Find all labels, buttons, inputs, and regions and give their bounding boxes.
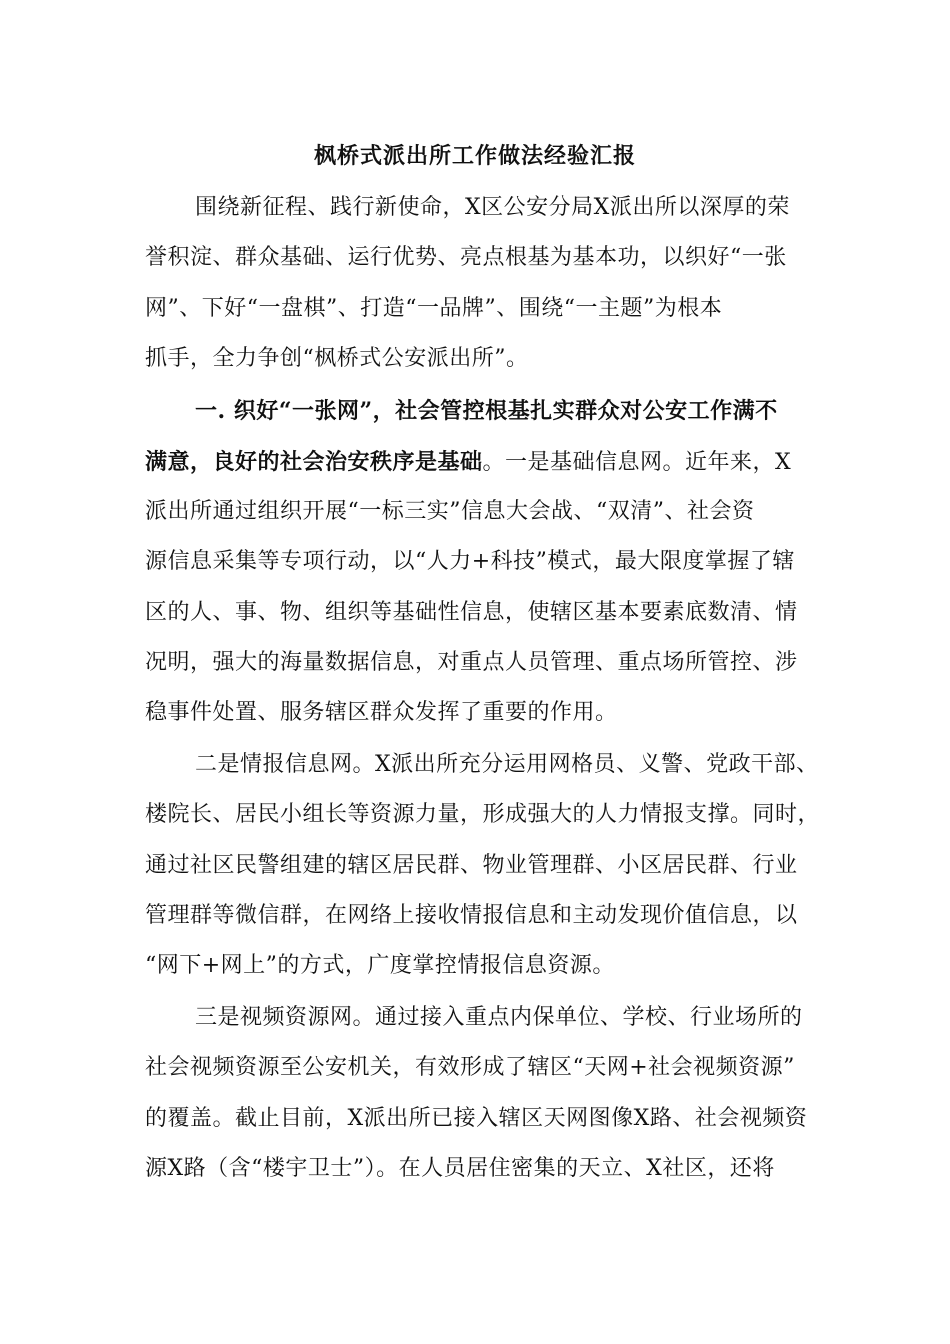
paragraph-4-line-3: 的覆盖。截止目前，X派出所已接入辖区天网图像X路、社会视频资: [145, 1106, 808, 1131]
paragraph-4-line-1: 三是视频资源网。通过接入重点内保单位、学校、行业场所的: [195, 1005, 803, 1030]
paragraph-3-line-1: 二是情报信息网。X派出所充分运用网格员、义警、党政干部、: [195, 752, 819, 777]
paragraph-2-line-6: 况明，强大的海量数据信息，对重点人员管理、重点场所管控、涉: [145, 650, 798, 675]
paragraph-3-line-2: 楼院长、居民小组长等资源力量，形成强大的人力情报支撑。同时，: [145, 802, 821, 827]
paragraph-4-line-2: 社会视频资源至公安机关，有效形成了辖区“天网+社会视频资源”: [145, 1055, 795, 1080]
paragraph-1-line-4: 抓手，全力争创“枫桥式公安派出所”。: [145, 346, 529, 371]
paragraph-2-line-2-text: 。一是基础信息网。近年来，X: [482, 450, 792, 475]
paragraph-1-line-3: 网”、下好“一盘棋”、打造“一品牌”、围绕“一主题”为根本: [145, 296, 723, 321]
paragraph-1-line-2: 誉积淀、群众基础、运行优势、亮点根基为基本功，以织好“一张: [145, 245, 787, 270]
section-heading-1-continued: 满意，良好的社会治安秩序是基础: [145, 449, 483, 475]
paragraph-2-line-7: 稳事件处置、服务辖区群众发挥了重要的作用。: [145, 700, 618, 725]
document-title: 枫桥式派出所工作做法经验汇报: [313, 143, 636, 169]
paragraph-1-line-1: 围绕新征程、践行新使命，X区公安分局X派出所以深厚的荣: [195, 195, 790, 220]
paragraph-2-line-3: 派出所通过组织开展“一标三实”信息大会战、“双清”、社会资: [145, 499, 755, 524]
paragraph-4-line-4: 源X路（含“楼宇卫士”）。在人员居住密集的天立、X社区，还将: [145, 1156, 775, 1181]
paragraph-2-line-5: 区的人、事、物、组织等基础性信息，使辖区基本要素底数清、情: [145, 600, 798, 625]
paragraph-3-line-3: 通过社区民警组建的辖区居民群、物业管理群、小区居民群、行业: [145, 853, 798, 878]
paragraph-2-line-4: 源信息采集等专项行动，以“人力+科技”模式，最大限度掌握了辖: [145, 549, 795, 574]
paragraph-3-line-5: “网下+网上”的方式，广度掌控情报信息资源。: [145, 953, 615, 978]
section-heading-1: 一. 织好“一张网”，社会管控根基扎实群众对公安工作满不: [195, 398, 778, 424]
paragraph-3-line-4: 管理群等微信群，在网络上接收情报信息和主动发现价值信息，以: [145, 903, 798, 928]
paragraph-2-line-2: [145, 442, 791, 483]
